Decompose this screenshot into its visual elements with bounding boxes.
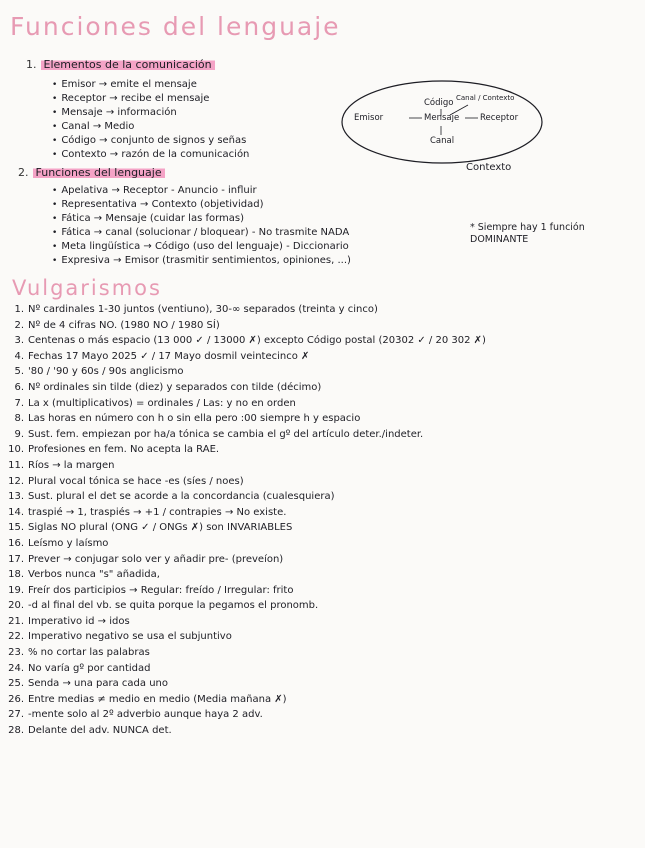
rule-number: 3. <box>14 335 24 347</box>
list-item: • Receptor → recibe el mensaje <box>52 92 249 106</box>
rule-text: Plural vocal tónica se hace -es (síes / noes) <box>28 475 244 487</box>
section1-heading <box>26 58 215 71</box>
diagram-mensaje: Mensaje <box>424 113 460 123</box>
vulgarismos-list <box>4 302 634 739</box>
list-item: • Representativa → Contexto (objetividad) <box>52 198 351 212</box>
rule-number: 5. <box>14 366 24 378</box>
rule-number: 24. <box>8 662 24 674</box>
rule-number: 11. <box>8 459 24 471</box>
rule-number: 1. <box>14 304 24 315</box>
rule-item <box>4 567 634 583</box>
rule-text: Verbos nunca "s" añadida, <box>28 569 160 581</box>
list-item: • Código → conjunto de signos y señas <box>52 134 249 148</box>
rule-text: La x (multiplicativos) = ordinales / Las: y no en orden <box>28 397 296 409</box>
rule-text: Nº ordinales sin tilde (diez) y separados con tilde (décimo) <box>28 381 322 393</box>
rule-number: 22. <box>8 631 24 643</box>
list-item: • Canal → Medio <box>52 120 249 134</box>
rule-item <box>4 442 634 458</box>
dominant-function-note: * Siempre hay 1 función DOMINANTE <box>470 222 585 245</box>
rule-item <box>4 707 634 723</box>
rule-item <box>4 302 634 318</box>
rule-item <box>4 396 634 412</box>
section2-number: 2. <box>18 166 29 179</box>
rule-number: 28. <box>8 725 24 737</box>
rule-text: -d al final del vb. se quita porque la pegamos el pronomb. <box>28 600 319 612</box>
list-item: • Meta lingüística → Código (uso del lenguaje) - Diccionario <box>52 240 351 254</box>
rule-number: 7. <box>14 397 24 409</box>
rule-item <box>4 364 634 380</box>
rule-text: Imperativo negativo se usa el subjuntivo <box>28 631 232 643</box>
rule-number: 21. <box>8 615 24 627</box>
rule-number: 15. <box>8 522 24 534</box>
rule-text: % no cortar las palabras <box>28 647 150 659</box>
rule-number: 2. <box>14 319 24 331</box>
section2-heading-text: Funciones del lenguaje <box>33 166 165 179</box>
section2-list <box>52 184 351 268</box>
rule-number: 25. <box>8 678 24 690</box>
rule-item <box>4 661 634 677</box>
communication-diagram <box>340 78 550 178</box>
rule-number: 17. <box>8 553 24 565</box>
section2-heading <box>18 166 165 179</box>
rule-text: Las horas en número con h o sin ella pero :00 siempre h y espacio <box>28 413 361 425</box>
diagram-canal-contexto: Canal / Contexto <box>456 94 515 102</box>
rule-item <box>4 411 634 427</box>
rule-item <box>4 380 634 396</box>
rule-text: Prever → conjugar solo ver y añadir pre- (preveíon) <box>28 553 284 565</box>
diagram-receptor: Receptor <box>480 113 519 123</box>
rule-text: No varía gº por cantidad <box>28 662 151 674</box>
page-title: Funciones del lenguaje <box>10 12 341 41</box>
rule-item <box>4 474 634 490</box>
rule-item <box>4 583 634 599</box>
rule-number: 19. <box>8 584 24 596</box>
section1-number: 1. <box>26 58 37 71</box>
diagram-codigo: Código <box>424 98 454 108</box>
diagram-emisor: Emisor <box>354 113 384 123</box>
rule-number: 16. <box>8 537 24 549</box>
rule-text: Entre medias ≠ medio en medio (Media mañana ✗) <box>28 693 287 705</box>
rule-number: 26. <box>8 693 24 705</box>
rule-text: Ríos → la margen <box>28 459 115 471</box>
list-item: • Fática → canal (solucionar / bloquear) - No trasmite NADA <box>52 226 351 240</box>
rule-item <box>4 427 634 443</box>
section1-heading-text: Elementos de la comunicación <box>41 58 215 71</box>
rule-item <box>4 676 634 692</box>
rule-item <box>4 349 634 365</box>
rule-number: 27. <box>8 709 24 721</box>
rule-text: Imperativo id → idos <box>28 615 130 627</box>
list-item: • Contexto → razón de la comunicación <box>52 148 249 162</box>
section1-list <box>52 78 249 162</box>
rule-item <box>4 645 634 661</box>
rule-text: Freír dos participios → Regular: freído / Irregular: frito <box>28 584 294 596</box>
rule-number: 4. <box>14 350 24 362</box>
rule-text: Nº cardinales 1-30 juntos (ventiuno), 30-∞ separados (treinta y cinco) <box>28 304 378 315</box>
vulgarismos-title: Vulgarismos <box>12 276 162 300</box>
list-item: • Apelativa → Receptor - Anuncio - influir <box>52 184 351 198</box>
rule-item <box>4 629 634 645</box>
rule-text: Sust. plural el det se acorde a la concordancia (cualesquiera) <box>28 491 335 503</box>
rule-item <box>4 318 634 334</box>
rule-item <box>4 505 634 521</box>
rule-item <box>4 614 634 630</box>
diagram-ellipse <box>340 78 550 178</box>
rule-text: Nº de 4 cifras NO. (1980 NO / 1980 SÍ) <box>28 319 220 331</box>
rule-text: Sust. fem. empiezan por ha/a tónica se cambia el gº del artículo deter./indeter. <box>28 428 424 440</box>
rule-text: Profesiones en fem. No acepta la RAE. <box>28 444 220 456</box>
rule-text: Siglas NO plural (ONG ✓ / ONGs ✗) son INVARIABLES <box>28 522 293 534</box>
rule-number: 18. <box>8 569 24 581</box>
rule-number: 10. <box>8 444 24 456</box>
rule-text: Fechas 17 Mayo 2025 ✓ / 17 Mayo dosmil veintecinco ✗ <box>28 350 310 362</box>
rule-text: Delante del adv. NUNCA det. <box>28 725 172 737</box>
rule-item <box>4 536 634 552</box>
list-item: • Expresiva → Emisor (trasmitir sentimientos, opiniones, ...) <box>52 254 351 268</box>
rule-item <box>4 598 634 614</box>
rule-number: 14. <box>8 506 24 518</box>
diagram-canal: Canal <box>430 136 455 146</box>
rule-text: traspié → 1, traspiés → +1 / contrapies → No existe. <box>28 506 287 518</box>
rule-text: Senda → una para cada uno <box>28 678 168 690</box>
rule-item <box>4 723 634 739</box>
list-item: • Emisor → emite el mensaje <box>52 78 249 92</box>
rule-item <box>4 692 634 708</box>
rule-number: 20. <box>8 600 24 612</box>
rule-item <box>4 489 634 505</box>
rule-number: 13. <box>8 491 24 503</box>
rule-number: 6. <box>14 381 24 393</box>
rule-number: 9. <box>14 428 24 440</box>
rule-text: Leísmo y laísmo <box>28 537 109 549</box>
rule-number: 23. <box>8 647 24 659</box>
rule-item <box>4 520 634 536</box>
rule-item <box>4 333 634 349</box>
rule-text: -mente solo al 2º adverbio aunque haya 2 adv. <box>28 709 263 721</box>
rule-item <box>4 552 634 568</box>
rule-number: 8. <box>14 413 24 425</box>
list-item: • Fática → Mensaje (cuidar las formas) <box>52 212 351 226</box>
rule-item <box>4 458 634 474</box>
rule-number: 12. <box>8 475 24 487</box>
list-item: • Mensaje → información <box>52 106 249 120</box>
rule-text: '80 / '90 y 60s / 90s anglicismo <box>28 366 184 378</box>
diagram-contexto-label: Contexto <box>466 162 512 173</box>
rule-text: Centenas o más espacio (13 000 ✓ / 13000 ✗) excepto Código postal (20302 ✓ / 20 302 ✗) <box>28 335 486 347</box>
